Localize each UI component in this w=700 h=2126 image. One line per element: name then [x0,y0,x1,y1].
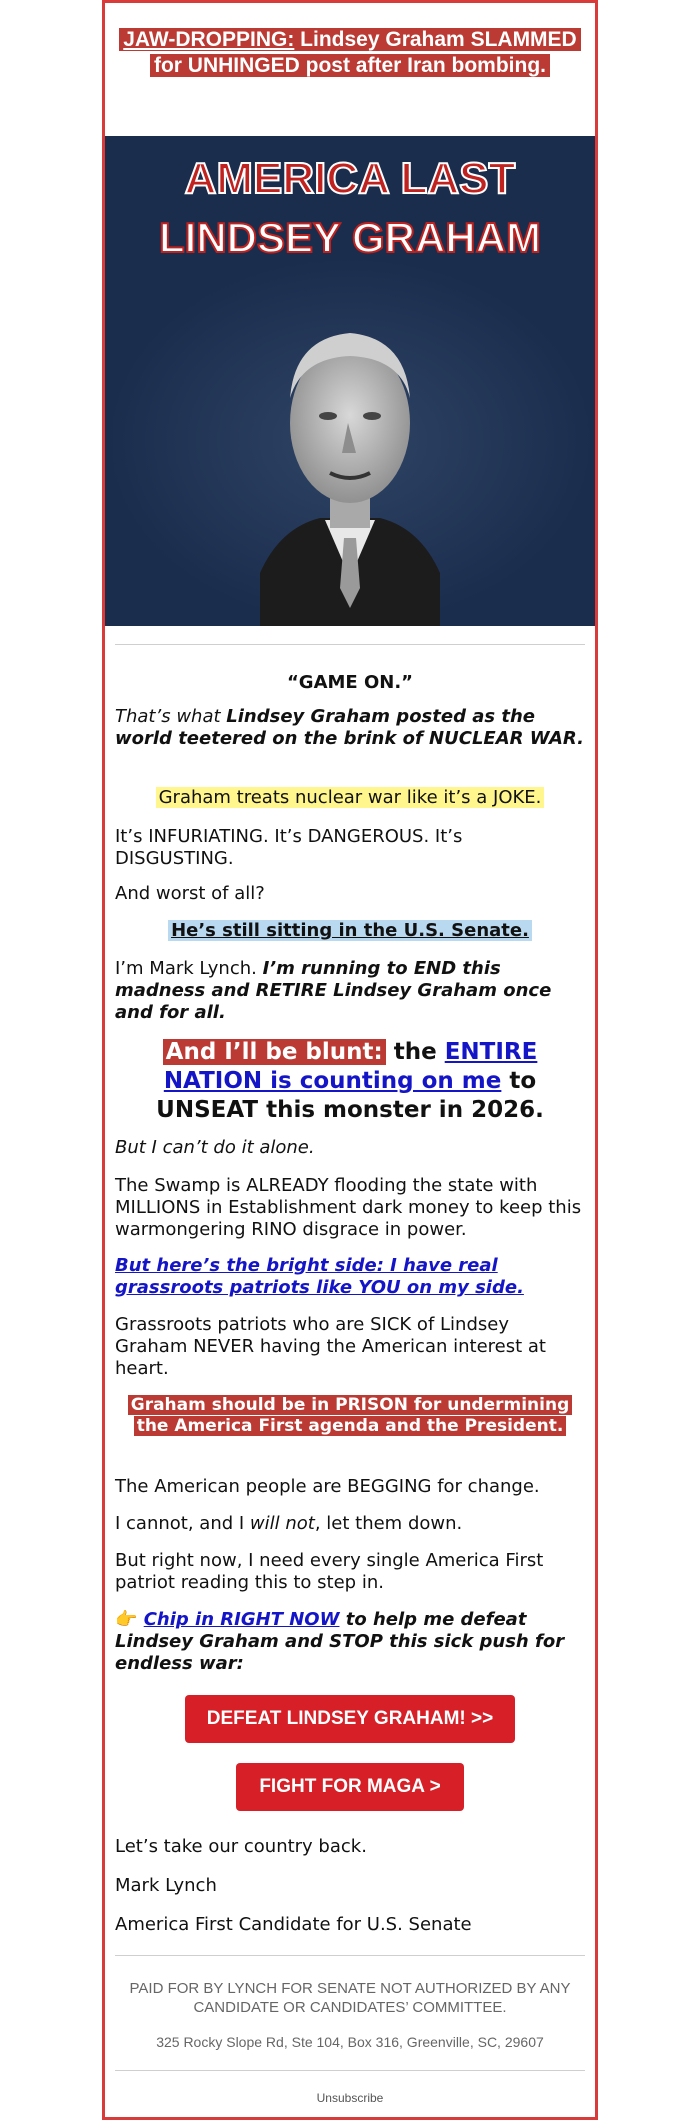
divider-bottom [115,2070,585,2071]
bright-side-line [115,1255,585,1299]
blunt-connector: the [385,1039,445,1065]
lynch-mission: I’m running to END this madness and RETIRE Lindsey Graham once and for all. [115,958,552,1023]
signature-name: Mark Lynch [115,1875,217,1896]
senate-line [115,920,585,942]
need-paragraph: But right now, I need every single America First patriot reading this to step in. [115,1550,544,1593]
joke-highlight: Graham treats nuclear war like it’s a JOKE. [156,787,545,808]
cannot-emphasis: will not [249,1513,315,1534]
swamp-paragraph: The Swamp is ALREADY flooding the state with MILLIONS in Establishment dark money to keep this warmongering RINO disgrace in power. [115,1175,582,1240]
fight-for-maga-button[interactable]: FIGHT FOR MAGA > [236,1763,464,1811]
lynch-name: I’m Mark Lynch. [115,958,263,979]
cannot-start: I cannot, and I [115,1513,250,1534]
email-frame [102,0,598,2120]
chip-in-link[interactable]: Chip in RIGHT NOW [143,1609,340,1630]
hero-banner[interactable] [105,136,595,626]
infuriating-paragraph: It’s INFURIATING. It’s DANGEROUS. It’s DISGUSTING. [115,826,463,869]
hero-title-lindsey-graham: LINDSEY GRAHAM [159,214,541,261]
paid-for-disclaimer: PAID FOR BY LYNCH FOR SENATE NOT AUTHORIZED BY ANY CANDIDATE OR CANDIDATES’ COMMITTEE. [129,1980,571,2016]
intro-bold: Lindsey Graham posted as the world teetered on the brink of NUCLEAR WAR. [115,706,584,749]
hero-title-america-last: AMERICA LAST [184,154,516,203]
bright-side-link[interactable]: But here’s the bright side: I have real grassroots patriots like YOU on my side. [115,1255,524,1298]
cannot-end: , let them down. [314,1513,463,1534]
blunt-end: to UNSEAT this monster in 2026. [156,1068,544,1123]
closing-line: Let’s take our country back. [115,1836,367,1857]
unsubscribe-link[interactable]: Unsubscribe [316,2091,384,2105]
blunt-statement [115,1038,585,1125]
worst-line: And worst of all? [115,883,265,904]
mailing-address: 325 Rocky Slope Rd, Ste 104, Box 316, Greenville, SC, 29607 [156,2034,544,2050]
headline [115,27,585,79]
begging-line: The American people are BEGGING for change. [115,1476,540,1497]
headline-text: Lindsey Graham SLAMMED for UNHINGED post after Iran bombing. [153,28,577,77]
divider-top [115,644,585,645]
chip-in-paragraph [115,1609,585,1675]
lynch-intro [115,958,585,1024]
game-on-quote: “GAME ON.” [286,672,414,693]
signature-title: America First Candidate for U.S. Senate [115,1914,472,1935]
alone-line: But I can’t do it alone. [115,1137,315,1158]
paragraph-intro [115,706,585,750]
senate-highlight: He’s still sitting in the U.S. Senate. [168,920,532,941]
grassroots-paragraph: Grassroots patriots who are SICK of Lindsey Graham NEVER having the American interest at heart. [115,1314,546,1379]
prison-line [115,1395,585,1437]
senator-portrait [260,288,440,626]
defeat-graham-button[interactable]: DEFEAT LINDSEY GRAHAM! >> [185,1695,515,1743]
prison-highlight: Graham should be in PRISON for undermining the America First agenda and the President. [128,1395,573,1436]
intro-lead: That’s what [115,706,227,727]
blunt-lead: And I’ll be blunt: [163,1039,386,1065]
nation-counting-link[interactable]: ENTIRE NATION is counting on me [163,1039,538,1094]
pointing-hand-icon: 👉 [115,1609,138,1630]
chip-in-text: to help me defeat Lindsey Graham and STOP this sick push for endless war: [115,1609,565,1674]
divider-footer [115,1955,585,1956]
headline-lead: JAW-DROPPING: [123,28,295,51]
joke-line [115,787,585,809]
email-header [105,3,595,136]
cannot-line [115,1513,585,1535]
